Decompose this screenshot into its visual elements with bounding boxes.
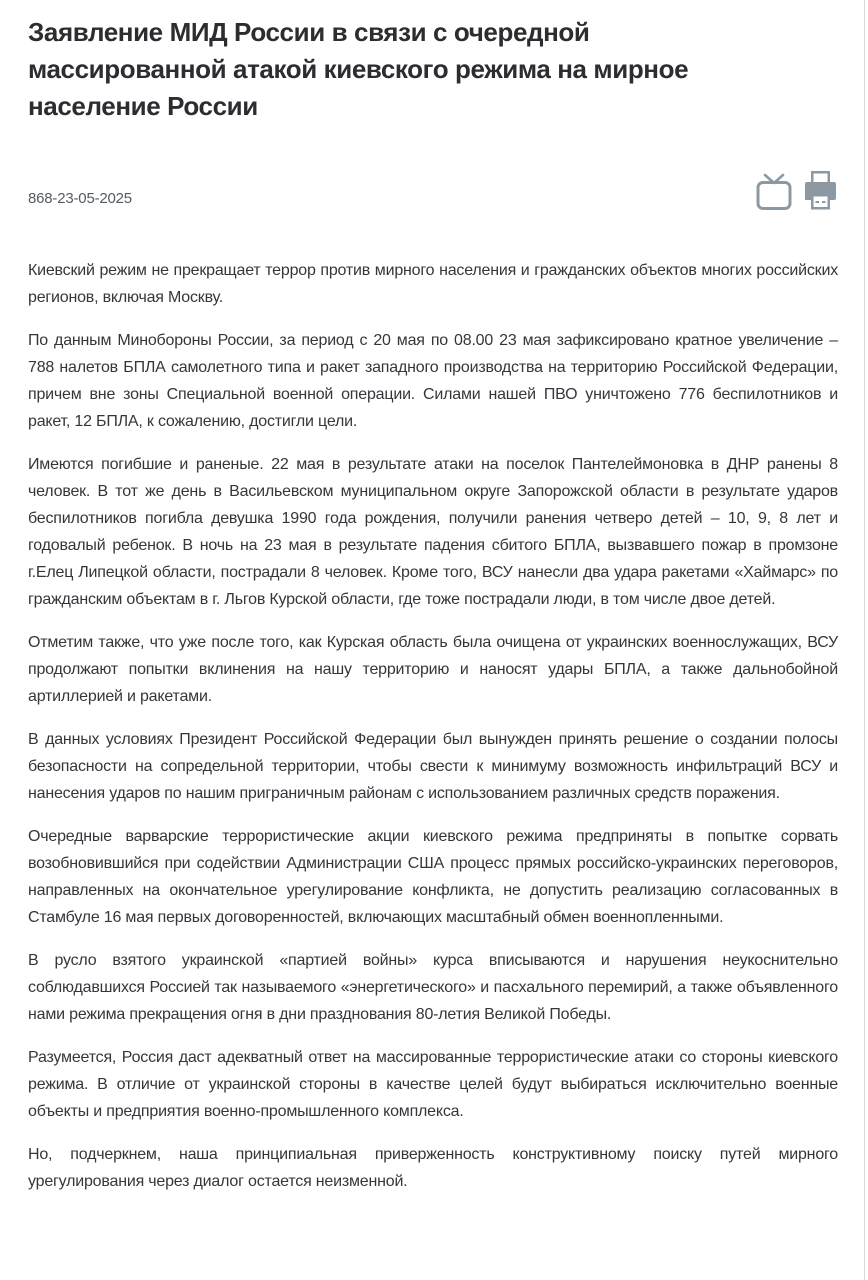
paragraph-3: Имеются погибшие и раненые. 22 мая в результате атаки на поселок Пантелеймоновка в ДНР ранены 8 человек. В тот же день в Васильевском муниципальном округе Запорожской области в результате ударов беспилотников погибла девушка 1990 года рождения, получили ранения четверо детей – 10, 9, 8 лет и годовалый ребенок. В ночь на 23 мая в результате падения сбитого БПЛА, вызвавшего пожар в промзоне г.Елец Липецкой области, пострадали 8 человек. Кроме того, ВСУ нанесли два удара ракетами «Хаймарс» по гражданским объектам в г. Льгов Курской области, где тоже пострадали люди, в том числе двое детей. xyxy=(28,456,838,608)
article-body xyxy=(28,257,838,1195)
doc-number: 868-23-05-2025 xyxy=(28,190,132,207)
page-right-border xyxy=(864,0,865,1280)
printer-icon[interactable] xyxy=(805,171,836,211)
paragraph-5: В данных условиях Президент Российской Федерации был вынужден принять решение о создании полосы безопасности на сопредельной территории, чтобы свести к минимуму возможность инфильтраций ВСУ и нанесения ударов по нашим приграничным районам с использованием различных средств поражения. xyxy=(28,731,838,802)
paragraph-6: Очередные варварские террористические акции киевского режима предприняты в попытке сорвать возобновившийся при содействии Администрации США процесс прямых российско-украинских переговоров, направленных на окончательное урегулирование конфликта, не допустить реализацию согласованных в Стамбуле 16 мая первых договоренностей, включающих масштабный обмен военнопленными. xyxy=(28,828,838,926)
paragraph-9: Но, подчеркнем, наша принципиальная приверженность конструктивному поиску путей мирного урегулирования через диалог остается неизменной. xyxy=(28,1146,838,1190)
tv-icon[interactable] xyxy=(756,173,792,211)
page-title: Заявление МИД России в связи с очередной массированной атакой киевского режима на мирное население России xyxy=(28,17,689,121)
article-actions xyxy=(756,171,838,211)
article-meta-row xyxy=(28,171,838,211)
paragraph-8: Разумеется, Россия даст адекватный ответ на массированные террористические атаки со стороны киевского режима. В отличие от украинской стороны в качестве целей будут выбираться исключительно военные объекты и предприятия военно-промышленного комплекса. xyxy=(28,1049,838,1120)
paragraph-7: В русло взятого украинской «партией войны» курса вписываются и нарушения неукоснительно соблюдавшихся Россией так называемого «энергетического» и пасхального перемирий, а также объявленного нами режима прекращения огня в дни празднования 80-летия Великой Победы. xyxy=(28,952,838,1023)
paragraph-1: Киевский режим не прекращает террор против мирного населения и гражданских объектов многих российских регионов, включая Москву. xyxy=(28,262,838,306)
paragraph-4: Отметим также, что уже после того, как Курская область была очищена от украинских военнослужащих, ВСУ продолжают попытки вклинения на нашу территорию и наносят удары БПЛА, а также дальнобойной артиллерией и ракетами. xyxy=(28,634,838,705)
paragraph-2: По данным Минобороны России, за период с 20 мая по 08.00 23 мая зафиксировано кратное увеличение – 788 налетов БПЛА самолетного типа и ракет западного производства на территорию Российской Федерации, причем вне зоны Специальной военной операции. Силами нашей ПВО уничтожено 776 беспилотников и ракет, 12 БПЛА, к сожалению, достигли цели. xyxy=(28,332,838,430)
